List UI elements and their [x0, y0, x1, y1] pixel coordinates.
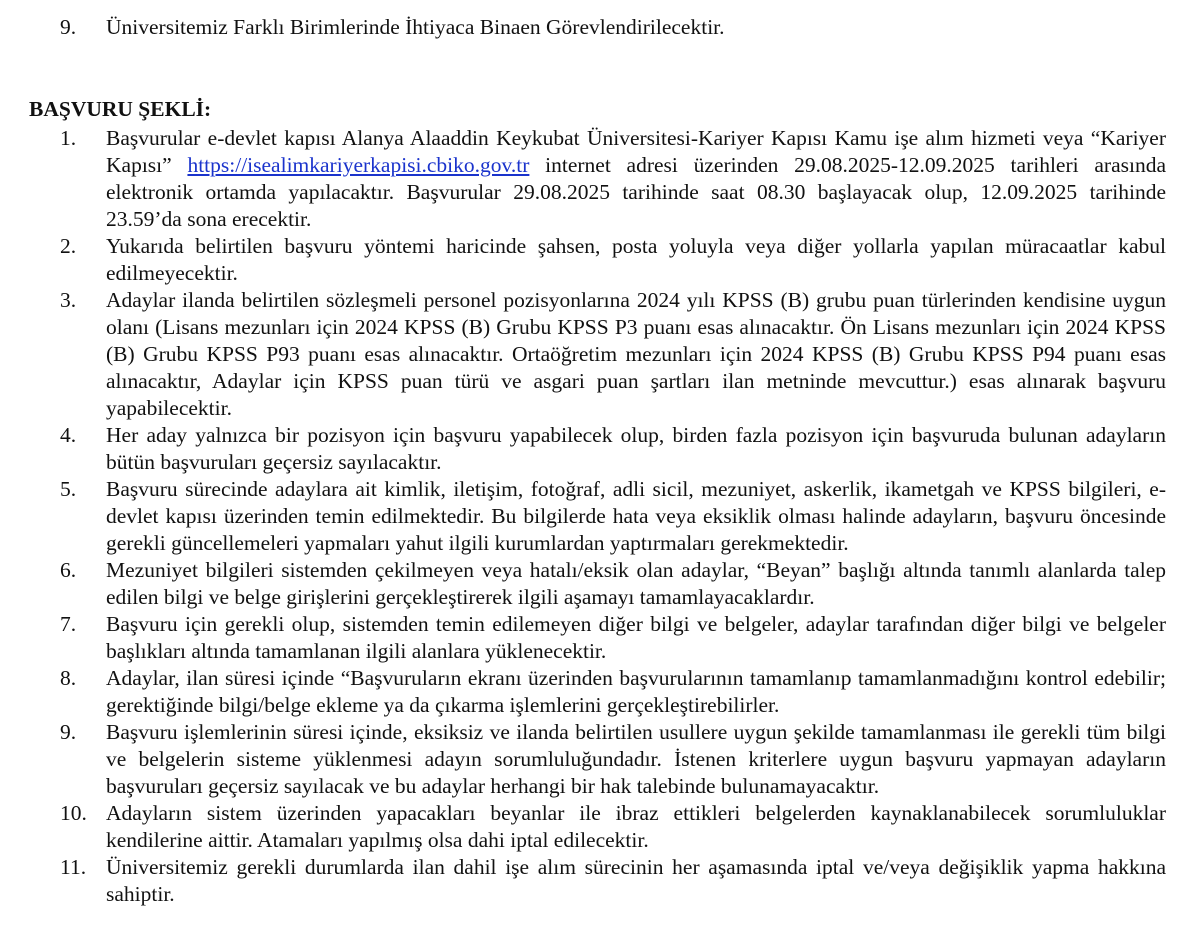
previous-list-item: [0, 14, 1200, 41]
item-number: 10.: [60, 801, 87, 825]
item-text: Mezuniyet bilgileri sistemden çekilmeyen veya hatalı/eksik olan adaylar, “Beyan” başlığı altında tanımlı alanlarda talep edilen bilgi ve belge girişlerini gerçekleştirerek ilgili aşamayı tamamlayacaklardır.: [106, 558, 1166, 609]
item-text: Üniversitemiz gerekli durumlarda ilan dahil işe alım sürecinin her aşamasında iptal ve/veya değişiklik yapma hakkına sahiptir.: [106, 855, 1166, 906]
list-item: [0, 422, 1200, 476]
item-number: 6.: [60, 558, 77, 582]
item-number: 9.: [60, 15, 77, 39]
item-text: Adayların sistem üzerinden yapacakları beyanlar ile ibraz ettikleri belgelerden kaynaklanabilecek sorumluluklar kendilerine aittir. Atamaları yapılmış olsa dahi iptal edilecektir.: [106, 801, 1166, 852]
application-url-link[interactable]: https://isealimkariyerkapisi.cbiko.gov.tr: [187, 153, 530, 177]
list-item: [0, 14, 1200, 41]
item-number: 1.: [60, 126, 77, 150]
item-text: Başvurular e-devlet kapısı Alanya Alaaddin Keykubat Üniversitesi-Kariyer Kapısı Kamu işe alım hizmeti veya “Kariyer Kapısı”: [106, 126, 1166, 177]
item-text: Başvuru işlemlerinin süresi içinde, eksiksiz ve ilanda belirtilen usullere uygun şekilde tamamlanması ile gerekli tüm bilgi ve belgelerin sisteme yüklenmesi adayın sorumluluğundadır. İstenen kriterlere uygun başvuru yapmayan adayların başvuruları geçersiz sayılacak ve bu adaylar herhangi bir hak talebinde bulunamayacaktır.: [106, 720, 1166, 798]
list-item: [0, 476, 1200, 557]
item-number: 8.: [60, 666, 77, 690]
list-item: [0, 125, 1200, 233]
section-heading: BAŞVURU ŞEKLİ:: [29, 97, 212, 121]
item-number: 11.: [60, 855, 87, 879]
list-item: [0, 557, 1200, 611]
item-number: 3.: [60, 288, 77, 312]
item-number: 2.: [60, 234, 77, 258]
list-item: [0, 800, 1200, 854]
list-item: [0, 719, 1200, 800]
item-number: 4.: [60, 423, 77, 447]
application-steps-list: [0, 125, 1200, 908]
item-text: Her aday yalnızca bir pozisyon için başvuru yapabilecek olup, birden fazla pozisyon için başvuruda bulunan adayların bütün başvuruları geçersiz sayılacaktır.: [106, 423, 1166, 474]
item-number: 9.: [60, 720, 77, 744]
item-text: Adaylar ilanda belirtilen sözleşmeli personel pozisyonlarına 2024 yılı KPSS (B) grubu puan türlerinden kendisine uygun olanı (Lisans mezunları için 2024 KPSS (B) Grubu KPSS P3 puanı esas alınacaktır. Ön Lisans mezunları için 2024 KPSS (B) Grubu KPSS P93 puanı esas alınacaktır. Ortaöğretim mezunları için 2024 KPSS (B) Grubu KPSS P94 puanı esas alınacaktır, Adaylar için KPSS puan türü ve asgari puan şartları ilan metninde mevcuttur.) esas alınarak başvuru yapabilecektir.: [106, 288, 1166, 420]
item-number: 5.: [60, 477, 77, 501]
item-text: Adaylar, ilan süresi içinde “Başvuruların ekranı üzerinden başvurularının tamamlanıp tamamlanmadığını kontrol edebilir; gerektiğinde bilgi/belge ekleme ya da çıkarma işlemlerini gerçekleştirebilirler.: [106, 666, 1166, 717]
list-item: [0, 665, 1200, 719]
item-number: 7.: [60, 612, 77, 636]
list-item: [0, 611, 1200, 665]
list-item: [0, 287, 1200, 422]
item-text: Başvuru sürecinde adaylara ait kimlik, iletişim, fotoğraf, adli sicil, mezuniyet, askerlik, ikametgah ve KPSS bilgileri, e-devlet kapısı üzerinden temin edilmektedir. Bu bilgilerde hata veya eksiklik olması halinde adayların, başvuru öncesinde gerekli güncellemeleri yapmaları yahut ilgili kurumlardan yaptırmaları gerekmektedir.: [106, 477, 1166, 555]
item-text: Yukarıda belirtilen başvuru yöntemi haricinde şahsen, posta yoluyla veya diğer yollarla yapılan müracaatlar kabul edilmeyecektir.: [106, 234, 1166, 285]
list-item: [0, 233, 1200, 287]
list-item: [0, 854, 1200, 908]
item-text: Başvuru için gerekli olup, sistemden temin edilemeyen diğer bilgi ve belgeler, adaylar tarafından diğer bilgi ve belgeler başlıkları altında tamamlanan ilgili alanlara yüklenecektir.: [106, 612, 1166, 663]
item-text-continued: internet adresi üzerinden 29.08.2025-12.09.2025 tarihleri arasında elektronik ortamda yapılacaktır. Başvurular 29.08.2025 tarihinde saat 08.30 başlayacak olup, 12.09.2025 tarihinde 23.59’da sona erecektir.: [106, 153, 1166, 231]
item-text: Üniversitemiz Farklı Birimlerinde İhtiyaca Binaen Görevlendirilecektir.: [106, 15, 725, 39]
